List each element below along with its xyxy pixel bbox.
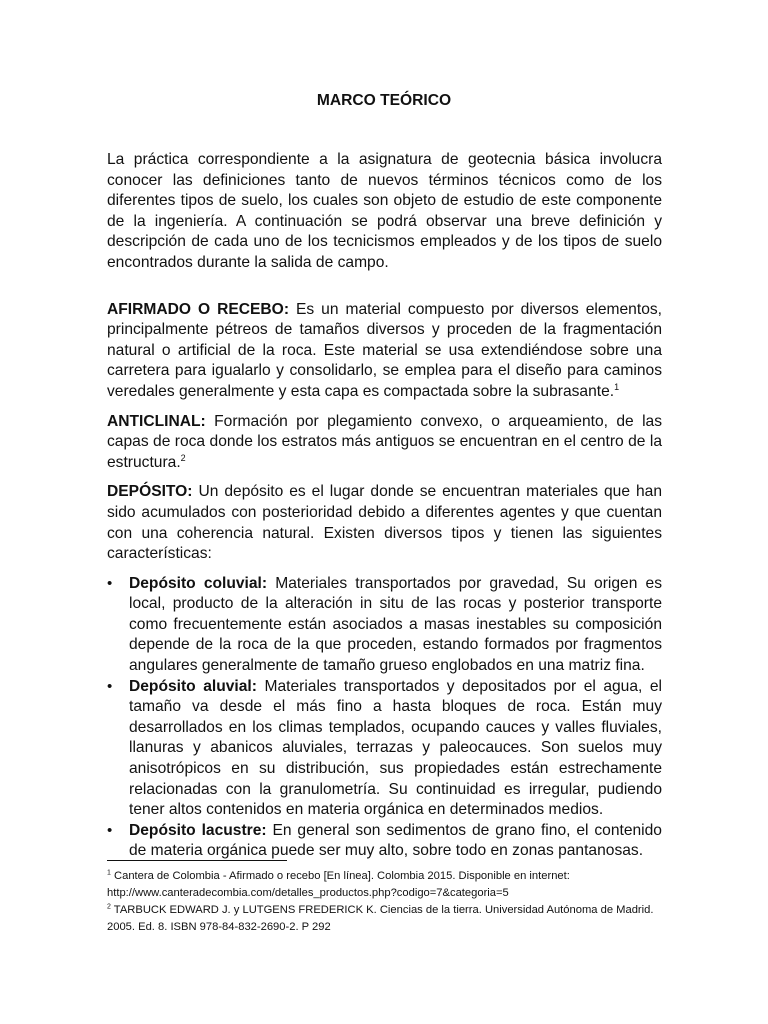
deposito-term: DEPÓSITO: bbox=[107, 483, 193, 501]
footnote-separator bbox=[107, 860, 287, 861]
footnote-2-citation: TARBUCK EDWARD J. y LUTGENS FREDERICK K. Ciencias de la tierra. Universidad Autónoma de Madrid. bbox=[110, 904, 654, 916]
bullet-icon: • bbox=[107, 574, 113, 592]
page-title: MARCO TEÓRICO bbox=[316, 92, 452, 109]
lacustre-term: Depósito lacustre: bbox=[129, 821, 267, 839]
list-item-aluvial bbox=[107, 677, 662, 821]
footnote-ref-2[interactable]: 2 bbox=[180, 452, 186, 463]
bullet-icon: • bbox=[107, 677, 113, 695]
footnote-1-citation: Cantera de Colombia - Afirmado o recebo [En línea]. Colombia 2015. Disponible en internet: bbox=[110, 870, 570, 882]
footnote-2-line-2: 2005. Ed. 8. ISBN 978-84-832-2690-2. P 292 bbox=[107, 921, 331, 933]
coluvial-term: Depósito coluvial: bbox=[129, 574, 268, 592]
deposito-text: Un depósito es el lugar donde se encuentran materiales que han sido acumulados con posterioridad debido a diferentes agentes y que cuentan con una coherencia natural. Existen diversos tipos y tienen las siguientes características: bbox=[107, 483, 662, 563]
footnote-2-line-1 bbox=[107, 902, 667, 919]
footnote-1-url[interactable]: http://www.canteradecombia.com/detalles_productos.php?codigo=7&categoria=5 bbox=[107, 887, 509, 899]
footnote-2-number: 2 bbox=[107, 903, 111, 911]
anticlinal-text: Formación por plegamiento convexo, o arqueamiento, de las capas de roca donde los estratos más antiguos se encuentran en el centro de la estructura. bbox=[107, 412, 662, 471]
coluvial-text: Materiales transportados por gravedad, Su origen es local, producto de la alteración in situ de las rocas y posterior transporte como frecuentemente están asociados a masas inestables su composición depende de la roca de la que proceden, estando formados por fragmentos angulares generalmente de tamaño grueso englobados en una matriz fina. bbox=[129, 574, 662, 675]
aluvial-term: Depósito aluvial: bbox=[129, 677, 257, 695]
bullet-icon: • bbox=[107, 821, 113, 839]
aluvial-text: Materiales transportados y depositados por el agua, el tamaño va desde el más fino a hasta bloques de roca. Están muy desarrollados en los climas templados, ocupando cauces y valles fluviales, llanuras y abanicos aluviales, terrazas y paleocauces. Son suelos muy anisotrópicos en su distribución, sus propiedades están estrechamente relacionadas con la granulometría. Su continuidad es irregular, pudiendo tener altos contenidos en materia orgánica en determinados medios. bbox=[129, 677, 662, 819]
list-item-coluvial bbox=[107, 574, 662, 677]
footnote-ref-1[interactable]: 1 bbox=[614, 381, 620, 392]
body-text bbox=[107, 150, 662, 862]
footnotes bbox=[107, 868, 667, 936]
deposito-paragraph bbox=[107, 482, 662, 564]
lacustre-text: En general son sedimentos de grano fino, el contenido de materia orgánica puede ser muy alto, sobre todo en zonas pantanosas. bbox=[129, 821, 662, 860]
list-item-lacustre bbox=[107, 821, 662, 862]
afirmado-paragraph bbox=[107, 300, 662, 403]
intro-paragraph: La práctica correspondiente a la asignatura de geotecnia básica involucra conocer las definiciones tanto de nuevos términos técnicos como de los diferentes tipos de suelo, los cuales son objeto de estudio de este componente de la ingeniería. A continuación se podrá observar una breve definición y descripción de cada uno de los tecnicismos empleados y de los tipos de suelo encontrados durante la salida de campo. bbox=[107, 151, 662, 271]
anticlinal-paragraph bbox=[107, 412, 662, 474]
footnote-1-number: 1 bbox=[107, 869, 111, 877]
anticlinal-term: ANTICLINAL: bbox=[107, 412, 206, 430]
deposit-types-list bbox=[107, 574, 662, 862]
afirmado-text: Es un material compuesto por diversos elementos, principalmente pétreos de tamaños diversos y proceden de la fragmentación natural o artificial de la roca. Este material se usa extendiéndose sobre una carretera para igualarlo y consolidarlo, se emplea para el diseño para caminos veredales generalmente y esta capa es compactada sobre la subrasante. bbox=[107, 300, 662, 400]
footnote-1-line-1 bbox=[107, 868, 667, 885]
afirmado-term: AFIRMADO O RECEBO: bbox=[107, 300, 290, 318]
